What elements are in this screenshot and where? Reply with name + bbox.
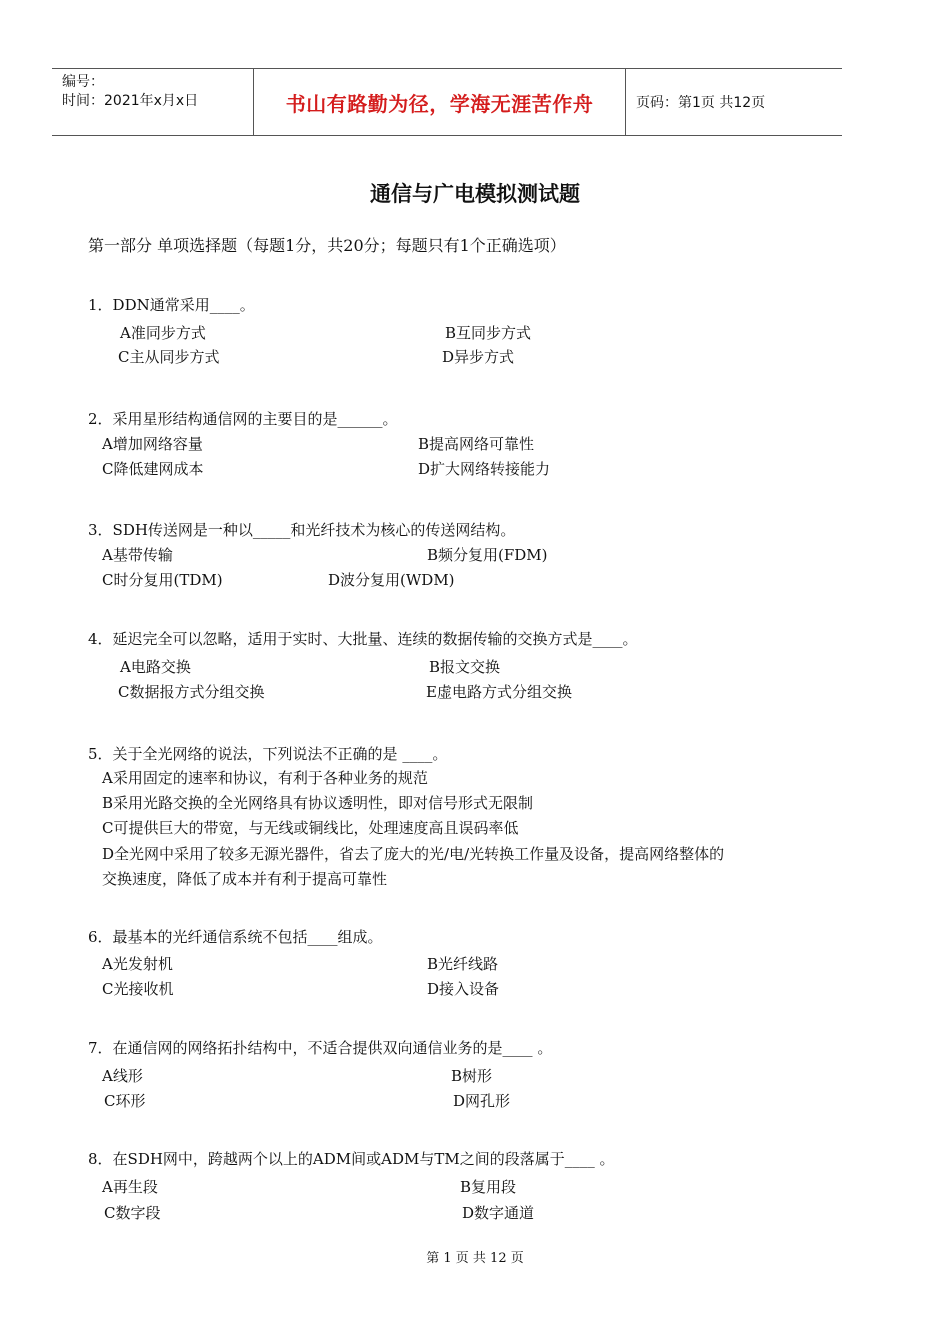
option: A再生段 [102, 1178, 158, 1196]
header-page-cell [626, 69, 842, 135]
option: C降低建网成本 [102, 460, 204, 478]
question-stem: 8．在SDH网中，跨越两个以上的ADM间或ADM与TM之间的段落属于____ 。 [88, 1150, 615, 1168]
option: D数字通道 [462, 1204, 535, 1222]
section-heading: 第一部分 单项选择题（每题1分，共20分；每题只有1个正确选项） [88, 236, 566, 255]
option: E虚电路方式分组交换 [426, 683, 572, 701]
option: C数字段 [104, 1204, 161, 1222]
question-stem: 6．最基本的光纤通信系统不包括____组成。 [88, 928, 383, 946]
option: C主从同步方式 [118, 348, 220, 366]
page-header [52, 68, 842, 136]
option: A准同步方式 [120, 324, 206, 342]
option: A基带传输 [102, 546, 173, 564]
option: B采用光路交换的全光网络具有协议透明性，即对信号形式无限制 [102, 794, 534, 812]
question-stem: 4．延迟完全可以忽略，适用于实时、大批量、连续的数据传输的交换方式是____。 [88, 630, 638, 648]
option: D扩大网络转接能力 [418, 460, 551, 478]
time-label: 时间：2021年x月x日 [62, 93, 199, 109]
question-stem: 5．关于全光网络的说法，下列说法不正确的是 ____。 [88, 745, 448, 763]
option: B互同步方式 [445, 324, 532, 342]
option: A线形 [102, 1067, 143, 1085]
option: A电路交换 [120, 658, 191, 676]
option: B光纤线路 [427, 955, 499, 973]
option-continuation: 交换速度，降低了成本并有利于提高可靠性 [102, 870, 388, 888]
question-stem: 3．SDH传送网是一种以_____和光纤技术为核心的传送网结构。 [88, 521, 516, 539]
question-stem: 1．DDN通常采用____。 [88, 296, 255, 314]
option: D接入设备 [427, 980, 500, 998]
question-stem: 2．采用星形结构通信网的主要目的是______。 [88, 410, 398, 428]
number-label: 编号： [62, 74, 104, 90]
document-title: 通信与广电模拟测试题 [370, 182, 580, 206]
option: B提高网络可靠性 [418, 435, 535, 453]
option: C光接收机 [102, 980, 174, 998]
option: C环形 [104, 1092, 146, 1110]
option: B复用段 [460, 1178, 517, 1196]
option: B报文交换 [429, 658, 501, 676]
option: A增加网络容量 [102, 435, 203, 453]
option: B树形 [451, 1067, 493, 1085]
option: A采用固定的速率和协议，有利于各种业务的规范 [102, 769, 428, 787]
header-left-cell [52, 69, 254, 135]
question-stem: 7．在通信网的网络拓扑结构中，不适合提供双向通信业务的是____ 。 [88, 1039, 553, 1057]
page-info: 页码：第1页 共12页 [636, 95, 766, 111]
option: D网孔形 [453, 1092, 511, 1110]
option: D全光网中采用了较多无源光器件，省去了庞大的光/电/光转换工作量及设备，提高网络整体的 [102, 845, 725, 863]
option: D异步方式 [442, 348, 515, 366]
header-motto-cell [254, 69, 626, 135]
option: C时分复用(TDM) [102, 571, 223, 589]
option: C可提供巨大的带宽，与无线或铜线比，处理速度高且误码率低 [102, 819, 519, 837]
option: D波分复用(WDM) [328, 571, 455, 589]
option: A光发射机 [102, 955, 173, 973]
motto: 书山有路勤为径，学海无涯苦作舟 [285, 91, 594, 116]
option: C数据报方式分组交换 [118, 683, 265, 701]
page-footer: 第 1 页 共 12 页 [426, 1251, 524, 1266]
option: B频分复用(FDM) [427, 546, 548, 564]
